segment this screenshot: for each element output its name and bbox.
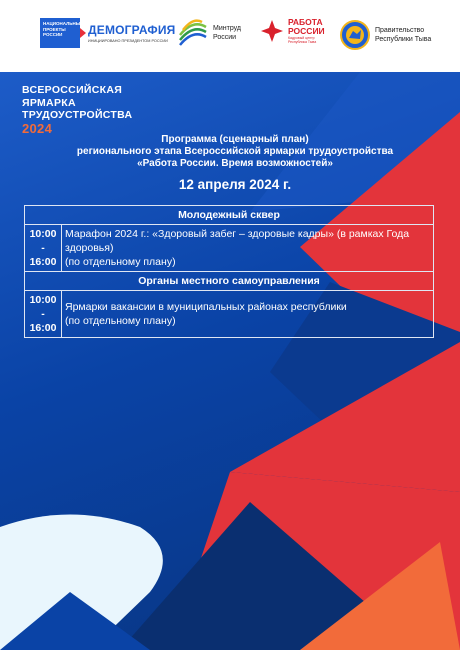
program-title-line-3: «Работа России. Время возможностей» xyxy=(137,158,333,169)
program-title-line-2: регионального этапа Всероссийской ярмарки трудоустройства xyxy=(76,146,394,157)
time-end: 16:00 xyxy=(29,256,57,268)
section-title: Органы местного самоуправления xyxy=(25,272,434,291)
demografia-title: ДЕМОГРАФИЯ xyxy=(88,23,176,37)
mintrud-text: Минтруд России xyxy=(213,25,241,41)
event-cell xyxy=(62,291,434,338)
event-note: (по отдельному плану) xyxy=(65,256,176,268)
section-title: Молодежный сквер xyxy=(25,206,434,225)
rabota-title: РАБОТА РОССИИ xyxy=(288,17,325,36)
time-separator: - xyxy=(41,242,45,254)
event-cell xyxy=(62,225,434,272)
mintrud-logo xyxy=(178,18,253,48)
fair-year: 2024 xyxy=(22,120,53,136)
fair-title xyxy=(22,84,132,135)
national-projects-logo: НАЦИОНАЛЬНЫЕ ПРОЕКТЫ РОССИИ xyxy=(40,18,80,48)
fair-line-3: ТРУДОУСТРОЙСТВА xyxy=(22,109,133,121)
time-separator: - xyxy=(41,308,45,320)
logo-bar xyxy=(0,0,460,72)
time-cell xyxy=(25,291,62,338)
time-start: 10:00 xyxy=(29,228,57,240)
event-note: (по отдельному плану) xyxy=(65,315,176,327)
rabota-subtitle: Кадровый центр Республика Тыва xyxy=(288,36,317,44)
event-text: Марафон 2024 г.: «Здоровый забег – здоровые кадры» (в рамках Года здоровья) xyxy=(65,228,410,254)
fair-line-1: ВСЕРОССИЙСКАЯ xyxy=(22,84,123,96)
event-text: Ярмарки вакансии в муниципальных районах республики xyxy=(65,301,347,313)
time-cell xyxy=(25,225,62,272)
section-row xyxy=(25,272,434,291)
time-end: 16:00 xyxy=(29,322,57,334)
program-table xyxy=(24,205,434,338)
section-row xyxy=(25,206,434,225)
rabota-star-icon xyxy=(260,19,284,43)
demografia-subtitle: ИНИЦИИРОВАНО ПРЕЗИДЕНТОМ РОССИИ xyxy=(88,39,168,43)
tuva-emblem-icon xyxy=(340,18,370,52)
demografia-logo xyxy=(40,18,176,48)
program-heading xyxy=(20,134,450,170)
program-title-line-1: Программа (сценарный план) xyxy=(161,134,309,145)
rabota-rossii-logo xyxy=(260,18,332,44)
tuva-government-logo xyxy=(340,18,445,52)
table-row xyxy=(25,225,434,272)
program-date: 12 апреля 2024 г. xyxy=(178,177,292,192)
tuva-government-text: Правительство Республики Тыва xyxy=(375,27,432,43)
mintrud-icon xyxy=(178,18,208,48)
time-start: 10:00 xyxy=(29,294,57,306)
fair-line-2: ЯРМАРКА xyxy=(22,96,76,109)
table-row xyxy=(25,291,434,338)
